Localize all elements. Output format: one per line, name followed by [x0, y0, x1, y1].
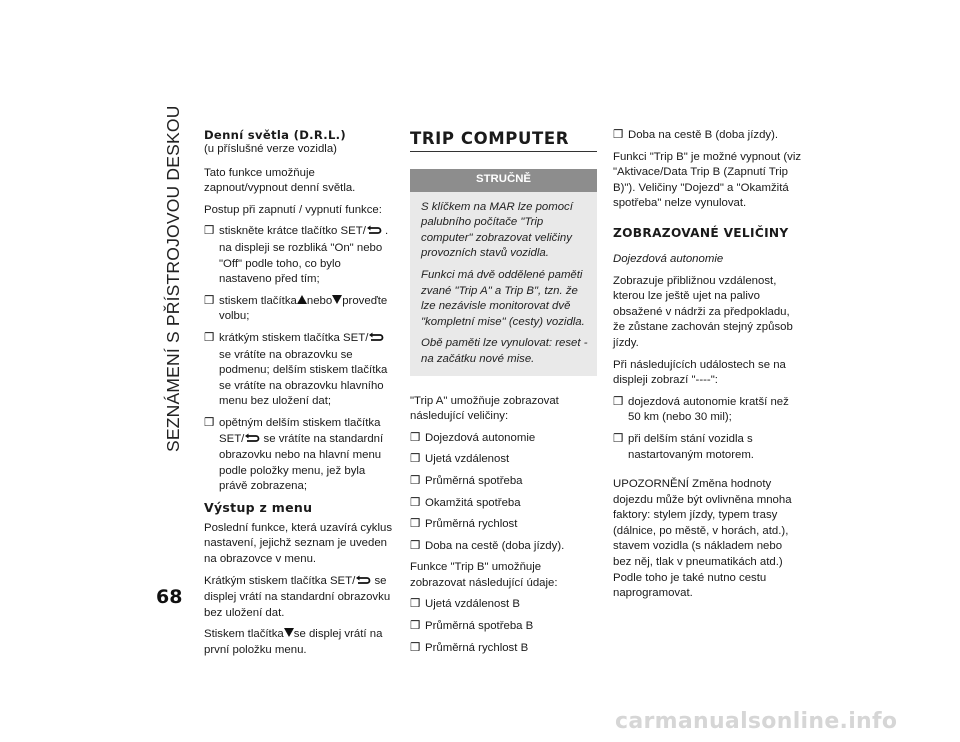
triangle-up-icon	[297, 294, 307, 310]
column-middle	[410, 130, 597, 662]
warning-paragraph: UPOZORNĚNÍ Změna hodnoty dojezdu může být ovlivněna mnoha faktory: stylem jízdy, typem trasy (dálnice, po městě, v horách, atd.), stavem vozidla (s nákladem nebo bez něj, tlak v pneumatikách atd.) Podle toho je také nutno cestu naprogramovat.	[613, 478, 792, 600]
triangle-down-icon	[284, 627, 294, 643]
list-item: ❒ Průměrná rychlost B	[410, 641, 529, 654]
column-left	[204, 128, 396, 665]
tripB-intro: Funkce "Trip B" umožňuje zobrazovat následující údaje:	[410, 561, 558, 589]
list-item: ❒ Okamžitá spotřeba	[410, 496, 521, 509]
list-item: ❒ při delším stání vozidla s nastartovaným motorem.	[613, 432, 754, 461]
list-item: ❒ Průměrná spotřeba	[410, 474, 523, 487]
list-item: ❒ Doba na cestě B (doba jízdy).	[613, 129, 779, 141]
exit-paragraph: Poslední funkce, která uzavírá cyklus nastavení, jejichž seznam je uveden na obrazovce v menu.	[204, 521, 393, 566]
drl-procedure: Postup při zapnutí / vypnutí funkce:	[204, 203, 382, 216]
summary-paragraph: S klíčkem na MAR lze pomocí palubního počítače "Trip computer" zobrazovat veličiny provozních stavů vozidla.	[421, 200, 573, 260]
drl-note: (u příslušné verze vozidla)	[204, 143, 337, 155]
triangle-down-icon	[332, 294, 342, 310]
return-arrow-icon	[368, 332, 384, 348]
checkbox-bullet-icon: ❒	[204, 416, 215, 429]
watermark: carmanualsonline.info	[615, 709, 898, 734]
autonomy-subheading: Dojezdová autonomie	[613, 252, 724, 265]
list-item: ❒ krátkým stiskem tlačítka SET/ se vrátíte na obrazovku se podmenu; delším stiskem tlačítka se vrátíte na obrazovku hlavního menu bez uložení dat;	[204, 331, 388, 408]
autonomy-description: Zobrazuje přibližnou vzdálenost, kterou lze ještě ujet na palivo obsažené v nádrži za předpokladu, že zůstane zachován stejný způsob jízdy.	[613, 274, 793, 349]
list-item: ❒ dojezdová autonomie kratší než 50 km (nebo 30 mil);	[613, 395, 789, 424]
list-item: ❒ Průměrná spotřeba B	[410, 620, 534, 633]
checkbox-bullet-icon: ❒	[204, 225, 215, 238]
summary-box	[410, 192, 597, 376]
return-arrow-icon	[366, 225, 382, 241]
list-item: ❒ stiskem tlačítka nebo proveďte volbu;	[204, 294, 388, 323]
trip-computer-heading: TRIP COMPUTER	[410, 130, 597, 152]
summary-band: STRUČNĚ	[410, 169, 597, 192]
list-item: ❒ Dojezdová autonomie	[410, 431, 536, 444]
checkbox-bullet-icon: ❒	[204, 294, 215, 307]
checkbox-bullet-icon: ❒	[204, 331, 215, 344]
exit-heading: Výstup z menu	[204, 499, 313, 515]
list-item: ❒ Průměrná rychlost	[410, 518, 518, 531]
return-arrow-icon	[244, 433, 260, 449]
drl-heading: Denní světla (D.R.L.)	[204, 128, 346, 142]
autonomy-events-intro: Při následujících událostech se na displeji zobrazí "----":	[613, 358, 786, 387]
tripB-list	[410, 597, 597, 656]
exit-paragraph: Stiskem tlačítka se displej vrátí na první položku menu.	[204, 628, 383, 657]
return-arrow-icon	[355, 575, 371, 591]
tripB-disable-note: Funkci "Trip B" je možné vypnout (viz "Aktivace/Data Trip B (Zapnutí Trip B)"). Veličiny "Dojezd" a "Okamžitá spotřeba" nelze vynulovat.	[613, 150, 802, 210]
column-right	[613, 128, 803, 608]
page-number: 68	[156, 586, 183, 608]
list-item: ❒ Ujetá vzdálenost	[410, 453, 510, 466]
list-item: ❒ Ujetá vzdálenost B	[410, 598, 520, 611]
list-item: ❒ stiskněte krátce tlačítko SET/ . na displeji se rozbliká "On" nebo "Off" podle toho, co bylo nastaveno před tím;	[204, 225, 389, 286]
list-item: ❒ opětným delším stiskem tlačítka SET/ se vrátíte na standardní obrazovku nebo na hlavní menu podle položky menu, jež byla právě zobrazena;	[204, 416, 384, 493]
drl-description: Tato funkce umožňuje zapnout/vypnout denní světla.	[204, 166, 356, 195]
list-item: ❒ Doba na cestě (doba jízdy).	[410, 539, 565, 552]
summary-paragraph: Funkci má dvě oddělené paměti zvané "Trip A" a Trip B", tzn. že lze nezávisle monitorovat dvě "kompletní mise" (cesty) vozidla.	[421, 268, 585, 328]
tripA-list	[410, 431, 597, 555]
tripA-intro: "Trip A" umožňuje zobrazovat následující veličiny:	[410, 394, 559, 423]
displayed-values-heading: ZOBRAZOVANÉ VELIČINY	[613, 225, 789, 240]
summary-paragraph: Obě paměti lze vynulovat: reset - na začátku nové mise.	[421, 337, 588, 365]
exit-paragraph: Krátkým stiskem tlačítka SET/ se displej vrátí na standardní obrazovku bez uložení dat.	[204, 574, 391, 619]
